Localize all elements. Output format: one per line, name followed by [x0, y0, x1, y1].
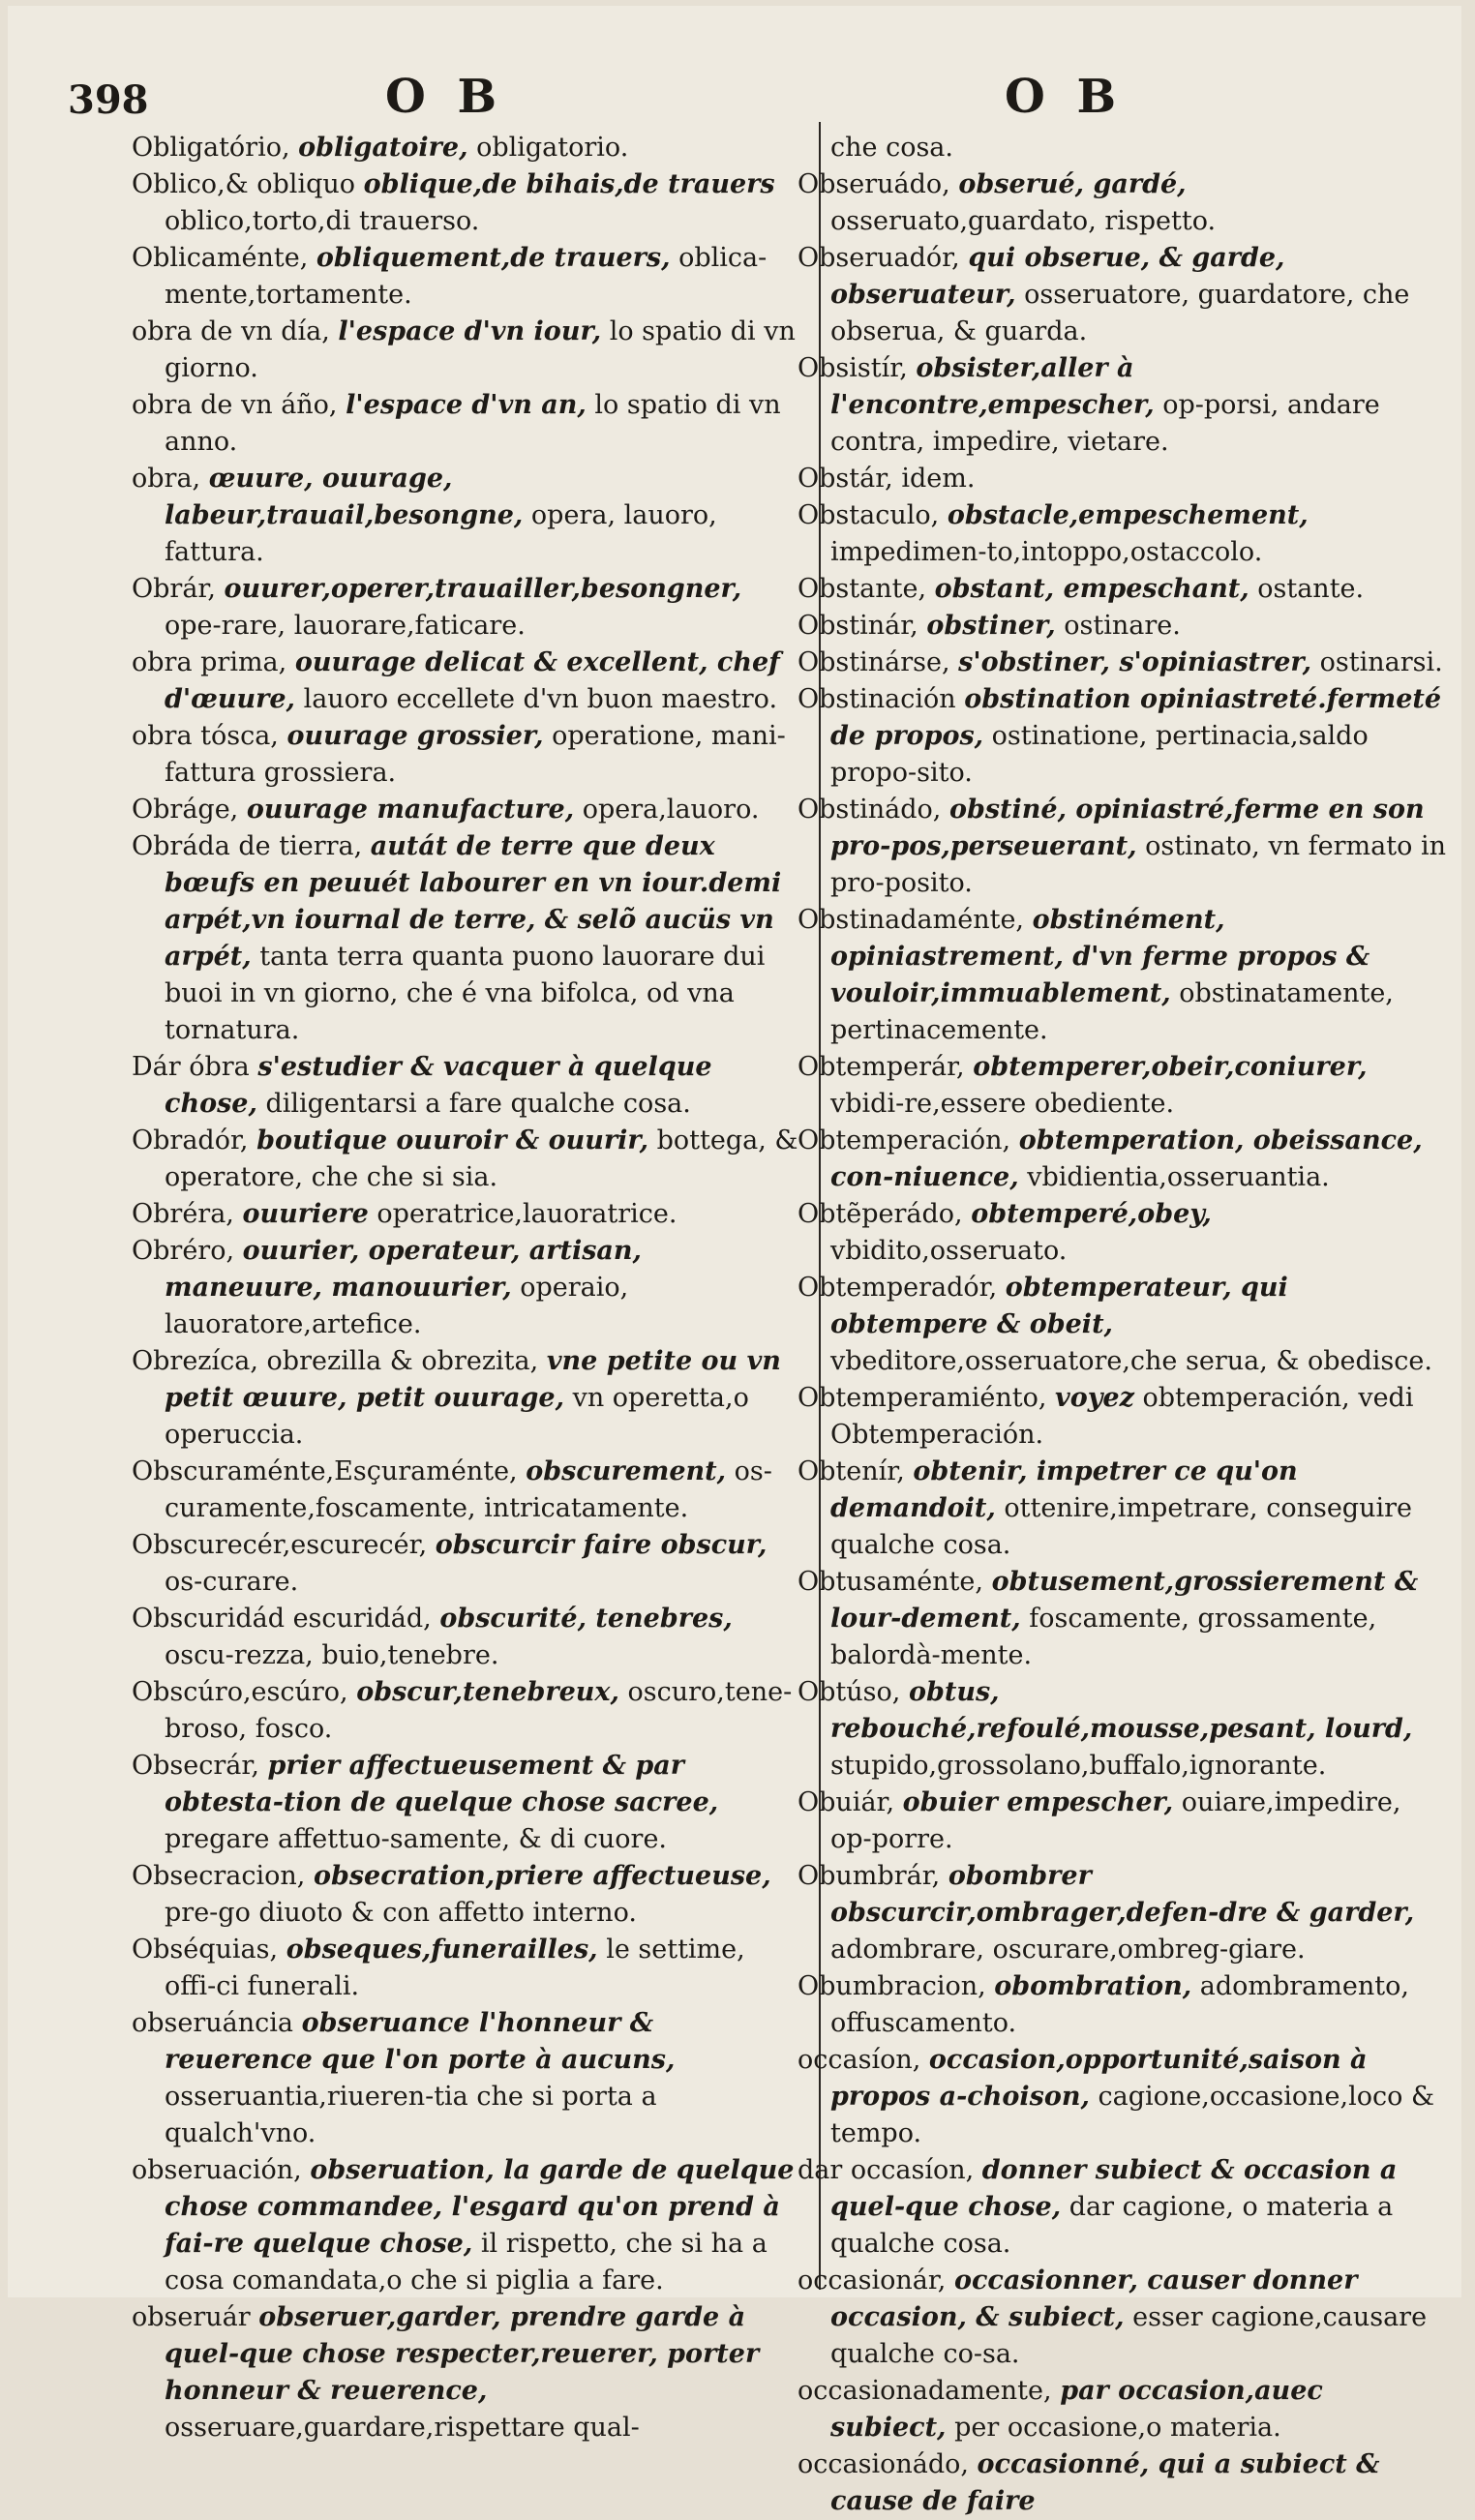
italian-gloss: ope-rare, lauorare,faticare.: [165, 611, 526, 641]
french-gloss: oblique,de bihais,de trauers: [363, 169, 775, 199]
dictionary-page: [8, 6, 1461, 2516]
dictionary-entry: [798, 350, 1446, 461]
french-gloss: obtemperé,obey,: [971, 1199, 1212, 1229]
italian-gloss: idem.: [901, 464, 976, 494]
headword: Obseruadór,: [798, 243, 960, 273]
french-gloss: occasion,opportunité,saison à propos a-choison,: [830, 2045, 1368, 2112]
italian-gloss: osseruare,guardare,rispettare qual-: [165, 2413, 640, 2443]
italian-gloss: adombramento, offuscamento.: [830, 1971, 1409, 2038]
headword: Oblicaménte,: [132, 243, 309, 273]
headword: obra de vn día,: [132, 316, 330, 346]
dictionary-entry: [132, 1196, 799, 1233]
french-gloss: vne petite ou vn petit œuure, petit ouurage,: [165, 1346, 781, 1413]
headword: Obtẽperádo,: [798, 1199, 963, 1229]
italian-gloss: stupido,grossolano,buffalo,ignorante.: [830, 1751, 1327, 1781]
headword: Obstinadaménte,: [798, 905, 1025, 935]
headword: Obseruádo,: [798, 169, 950, 199]
italian-gloss: obstinatamente, pertinacemente.: [830, 978, 1394, 1045]
french-gloss: obscurement,: [526, 1456, 727, 1486]
french-gloss: l'espace d'vn an,: [346, 390, 587, 420]
dictionary-entry: [132, 1233, 799, 1343]
headword: obra de vn áño,: [132, 390, 338, 420]
right-running-head: O B: [1005, 70, 1125, 124]
dictionary-entry: [132, 1858, 799, 1932]
dictionary-entry: [798, 1270, 1446, 1380]
headword: Obstinádo,: [798, 795, 942, 825]
dictionary-entry: [132, 1674, 799, 1748]
headword: Obstinación: [798, 684, 956, 714]
italian-gloss: osseruatore, guardatore, che obserua, & guarda.: [830, 280, 1410, 346]
french-gloss: obscur,tenebreux,: [356, 1677, 619, 1707]
headword: Obráda de tierra,: [132, 831, 363, 861]
headword: Obtemperación,: [798, 1125, 1011, 1155]
french-gloss: obombrer obscurcir,ombrager,defen-dre & garder,: [830, 1861, 1415, 1928]
french-gloss: obstination opiniastreté.fermeté de propos,: [830, 684, 1442, 751]
french-gloss: obtusement,grossierement & lour-dement,: [830, 1567, 1419, 1634]
dictionary-entry: [132, 1123, 799, 1196]
headword: Obstinár,: [798, 611, 918, 641]
dictionary-entry: [798, 130, 1446, 166]
dictionary-entry: [798, 902, 1446, 1049]
french-gloss: obtemperation, obeissance, con-niuence,: [830, 1125, 1423, 1192]
french-gloss: ouurier, operateur, artisan, maneuure, manouurier,: [165, 1236, 642, 1303]
headword: obra tósca,: [132, 721, 279, 751]
dictionary-entry: [798, 2152, 1446, 2263]
headword: Obscúro,escúro,: [132, 1677, 348, 1707]
italian-gloss: foscamente, grossamente, balordà-mente.: [830, 1604, 1377, 1670]
headword: obseruación,: [132, 2155, 302, 2185]
dictionary-entry: [798, 240, 1446, 350]
dictionary-entry: [132, 571, 799, 645]
headword: occasionadamente,: [798, 2376, 1052, 2406]
dictionary-entry: [798, 1968, 1446, 2042]
headword: Obsecracion,: [132, 1861, 306, 1891]
dictionary-entry: [798, 461, 1446, 497]
dictionary-entry: [798, 1785, 1446, 1858]
italian-gloss: impedimen-to,intoppo,ostaccolo.: [830, 537, 1263, 567]
dictionary-entry: [798, 2446, 1446, 2520]
italian-gloss: vbidi-re,essere obediente.: [830, 1089, 1175, 1119]
dictionary-entry: [798, 1564, 1446, 1674]
italian-gloss: oscu-rezza, buio,tenebre.: [165, 1640, 499, 1670]
italian-gloss: oblica-mente,tortamente.: [165, 243, 768, 310]
dictionary-entry: [132, 792, 799, 828]
french-gloss: l'espace d'vn iour,: [338, 316, 602, 346]
italian-gloss: operatrice,lauoratrice.: [376, 1199, 677, 1229]
italian-gloss: os-curamente,foscamente, intricatamente.: [165, 1456, 772, 1523]
dictionary-entry: [798, 681, 1446, 792]
dictionary-entry: [132, 2299, 799, 2446]
dictionary-entry: [132, 1049, 799, 1123]
dictionary-entry: [798, 571, 1446, 608]
headword: Obstinárse,: [798, 647, 950, 677]
french-gloss: obligatoire,: [298, 133, 468, 163]
headword: Obumbrár,: [798, 1861, 941, 1891]
headword: Obréra,: [132, 1199, 234, 1229]
italian-gloss: osseruantia,riueren-tia che si porta a qualch'vno.: [165, 2082, 657, 2148]
headword: Obréro,: [132, 1236, 235, 1266]
french-gloss: obserué, gardé,: [958, 169, 1187, 199]
dictionary-entry: [798, 1858, 1446, 1968]
french-gloss: obseruer,garder, prendre garde à quel-que chose respecter,reuerer, porter honneur & reuerence,: [165, 2302, 760, 2406]
french-gloss: obtenir, impetrer ce qu'on demandoit,: [830, 1456, 1298, 1523]
headword: occasíon,: [798, 2045, 921, 2075]
french-gloss: voyez: [1055, 1383, 1134, 1413]
dictionary-entry: [798, 2263, 1446, 2373]
dictionary-entry: [798, 2042, 1446, 2152]
headword: Obradór,: [132, 1125, 249, 1155]
headword: Obumbracion,: [798, 1971, 986, 2001]
italian-gloss: diligentarsi a fare qualche cosa.: [265, 1089, 691, 1119]
french-gloss: ouurer,operer,trauailler,besongner,: [224, 574, 742, 604]
dictionary-entry: [798, 792, 1446, 902]
headword: Obrezíca, obrezilla & obrezita,: [132, 1346, 539, 1376]
dictionary-entry: [132, 387, 799, 461]
dictionary-entry: [132, 1601, 799, 1674]
italian-gloss: operatione, mani-fattura grossiera.: [165, 721, 786, 788]
french-gloss: obscurcir faire obscur,: [435, 1530, 768, 1560]
headword: Obráge,: [132, 795, 239, 825]
italian-gloss: ostinare.: [1064, 611, 1181, 641]
french-gloss: obuier empescher,: [902, 1787, 1174, 1817]
italian-gloss: osseruato,guardato, rispetto.: [830, 206, 1217, 236]
italian-gloss: esser cagione,causare qualche co-sa.: [830, 2302, 1428, 2369]
dictionary-entry: [132, 1454, 799, 1527]
dictionary-entry: [798, 608, 1446, 645]
headword: Obtemperár,: [798, 1052, 965, 1082]
headword: dar occasíon,: [798, 2155, 975, 2185]
italian-gloss: ostante.: [1257, 574, 1365, 604]
italian-gloss: cagione,occasione,loco & tempo.: [830, 2082, 1435, 2148]
headword: Dár óbra: [132, 1052, 250, 1082]
headword: Obtenír,: [798, 1456, 905, 1486]
italian-gloss: obligatorio.: [476, 133, 629, 163]
italian-gloss: vbeditore,osseruatore,che serua, & obedisce.: [830, 1346, 1432, 1376]
french-gloss: donner subiect & occasion a quel-que chose,: [830, 2155, 1398, 2222]
headword: Obligatório,: [132, 133, 290, 163]
headword: Obrár,: [132, 574, 216, 604]
italian-gloss: obtemperación, vedi Obtemperación.: [830, 1383, 1414, 1450]
french-gloss: obtemperer,obeir,coniurer,: [973, 1052, 1368, 1082]
french-gloss: ouuriere: [242, 1199, 369, 1229]
french-gloss: obsister,aller à l'encontre,empescher,: [830, 353, 1155, 420]
italian-gloss: che cosa.: [830, 133, 953, 163]
italian-gloss: ostinarsi.: [1319, 647, 1443, 677]
italian-gloss: il rispetto, che si ha a cosa comandata,o che si piglia a fare.: [165, 2229, 768, 2295]
french-gloss: obseruance l'honneur & reuerence que l'on porte à aucuns,: [165, 2008, 676, 2075]
headword: Obtemperamiénto,: [798, 1383, 1047, 1413]
french-gloss: occasionné, qui a subiect & cause de faire: [830, 2449, 1380, 2516]
dictionary-entry: [132, 718, 799, 792]
headword: Obsistír,: [798, 353, 908, 383]
dictionary-entry: [132, 1527, 799, 1601]
french-gloss: obstiner,: [926, 611, 1056, 641]
dictionary-entry: [798, 1123, 1446, 1196]
italian-gloss: tanta terra quanta puono lauorare dui buoi in vn giorno, che é vna bifolca, od vna tornatura.: [165, 942, 766, 1045]
french-gloss: obseques,funerailles,: [286, 1935, 598, 1965]
dictionary-entry: [132, 645, 799, 718]
dictionary-entry: [798, 497, 1446, 571]
headword: Obuiár,: [798, 1787, 895, 1817]
dictionary-entry: [798, 1196, 1446, 1270]
dictionary-entry: [132, 1932, 799, 2005]
dictionary-entry: [132, 828, 799, 1049]
french-gloss: ouurage grossier,: [286, 721, 544, 751]
italian-gloss: op-porsi, andare contra, impedire, vietare.: [830, 390, 1380, 457]
headword: occasionár,: [798, 2265, 947, 2295]
dictionary-entry: [798, 1674, 1446, 1785]
dictionary-entry: [132, 130, 799, 166]
french-gloss: s'estudier & vacquer à quelque chose,: [165, 1052, 712, 1119]
dictionary-entry: [132, 240, 799, 314]
italian-gloss: opera, lauoro, fattura.: [165, 500, 717, 567]
french-gloss: obstacle,empeschement,: [947, 500, 1309, 530]
headword: Obscurecér,escurecér,: [132, 1530, 428, 1560]
dictionary-entry: [132, 2005, 799, 2152]
french-gloss: obsecration,priere affectueuse,: [313, 1861, 771, 1891]
headword: obra prima,: [132, 647, 287, 677]
french-gloss: obtus, rebouché,refoulé,mousse,pesant, lourd,: [830, 1677, 1413, 1744]
headword: obseruár: [132, 2302, 251, 2332]
french-gloss: œuure, ouurage, labeur,trauail,besongne,: [165, 464, 524, 530]
page-header: [8, 70, 1461, 128]
headword: obseruáncia: [132, 2008, 294, 2038]
dictionary-entry: [798, 1454, 1446, 1564]
italian-gloss: vn operetta,o operuccia.: [165, 1383, 749, 1450]
dictionary-entry: [132, 1748, 799, 1858]
french-gloss: prier affectueusement & par obtesta-tion de quelque chose sacree,: [165, 1751, 719, 1817]
dictionary-entry: [132, 461, 799, 571]
french-gloss: ouurage manufacture,: [246, 795, 575, 825]
dictionary-entry: [798, 645, 1446, 681]
headword: Obscuraménte,Esçuraménte,: [132, 1456, 518, 1486]
dictionary-entry: [132, 166, 799, 240]
page-number: 398: [68, 77, 149, 123]
dictionary-entry: [132, 1343, 799, 1454]
headword: Obtusaménte,: [798, 1567, 983, 1597]
left-running-head: O B: [385, 70, 505, 124]
dictionary-entry: [798, 1380, 1446, 1454]
headword: Obsecrár,: [132, 1751, 259, 1781]
italian-gloss: bottega, & operatore, che che si sia.: [165, 1125, 798, 1192]
dictionary-entry: [132, 314, 799, 387]
italian-gloss: dar cagione, o materia a qualche cosa.: [830, 2192, 1394, 2259]
italian-gloss: os-curare.: [165, 1567, 299, 1597]
dictionary-entry: [798, 166, 1446, 240]
italian-gloss: per occasione,o materia.: [954, 2413, 1281, 2443]
french-gloss: ouurage delicat & excellent, chef d'œuure,: [165, 647, 780, 714]
french-gloss: autát de terre que deux bœufs en peuuét labourer en vn iour.demi arpét,vn iournal de terre, & selõ aucüs vn arpét,: [165, 831, 782, 972]
italian-gloss: ottenire,impetrare, conseguire qualche cosa.: [830, 1493, 1412, 1560]
french-gloss: obstant, empeschant,: [934, 574, 1249, 604]
french-gloss: boutique ouuroir & ouurir,: [256, 1125, 649, 1155]
french-gloss: obstiné, opiniastré,ferme en son pro-pos,perseuerant,: [830, 795, 1425, 861]
headword: Obtemperadór,: [798, 1273, 998, 1303]
headword: Obstaculo,: [798, 500, 940, 530]
french-gloss: s'obstiner, s'opiniastrer,: [958, 647, 1312, 677]
right-column: [798, 130, 1446, 2520]
french-gloss: obliquement,de trauers,: [316, 243, 671, 273]
italian-gloss: lo spatio di vn anno.: [165, 390, 781, 457]
left-column: [132, 130, 799, 2446]
french-gloss: obstinément, opiniastrement, d'vn ferme propos & vouloir,immuablement,: [830, 905, 1370, 1008]
french-gloss: par occasion,auec subiect,: [830, 2376, 1323, 2443]
italian-gloss: adombrare, oscurare,ombreg-giare.: [830, 1935, 1306, 1965]
italian-gloss: vbidito,osseruato.: [830, 1236, 1068, 1266]
italian-gloss: pre-go diuoto & con affetto interno.: [165, 1898, 637, 1928]
italian-gloss: ostinatione, pertinacia,saldo propo-sito.: [830, 721, 1369, 788]
headword: Obstár,: [798, 464, 893, 494]
dictionary-entry: [132, 2152, 799, 2299]
italian-gloss: oscuro,tene-broso, fosco.: [165, 1677, 793, 1744]
headword: Obscuridád escuridád,: [132, 1604, 432, 1634]
headword: Oblico,& obliquo: [132, 169, 356, 199]
headword: obra,: [132, 464, 201, 494]
italian-gloss: ouiare,impedire, op-porre.: [830, 1787, 1401, 1854]
french-gloss: obscurité, tenebres,: [439, 1604, 733, 1634]
italian-gloss: vbidientia,osseruantia.: [1027, 1162, 1330, 1192]
italian-gloss: lauoro eccellete d'vn buon maestro.: [303, 684, 778, 714]
headword: occasionádo,: [798, 2449, 969, 2479]
italian-gloss: oblico,torto,di trauerso.: [165, 206, 480, 236]
dictionary-entry: [798, 1049, 1446, 1123]
dictionary-entry: [798, 2373, 1446, 2446]
french-gloss: qui obserue, & garde, obseruateur,: [830, 243, 1285, 310]
italian-gloss: operaio, lauoratore,artefice.: [165, 1273, 629, 1339]
italian-gloss: le settime, offi-ci funerali.: [165, 1935, 745, 2001]
headword: Obséquias,: [132, 1935, 279, 1965]
french-gloss: obombration,: [994, 1971, 1192, 2001]
headword: Obstante,: [798, 574, 927, 604]
french-gloss: occasionner, causer donner occasion, & subiect,: [830, 2265, 1358, 2332]
italian-gloss: ostinato, vn fermato in pro-posito.: [830, 831, 1446, 898]
french-gloss: obtemperateur, qui obtempere & obeit,: [830, 1273, 1288, 1339]
italian-gloss: opera,lauoro.: [582, 795, 760, 825]
italian-gloss: lo spatio di vn giorno.: [165, 316, 796, 383]
italian-gloss: pregare affettuo-samente, & di cuore.: [165, 1824, 668, 1854]
headword: Obtúso,: [798, 1677, 901, 1707]
french-gloss: obseruation, la garde de quelque chose commandee, l'esgard qu'on prend à fai-re quelque chose,: [165, 2155, 795, 2259]
